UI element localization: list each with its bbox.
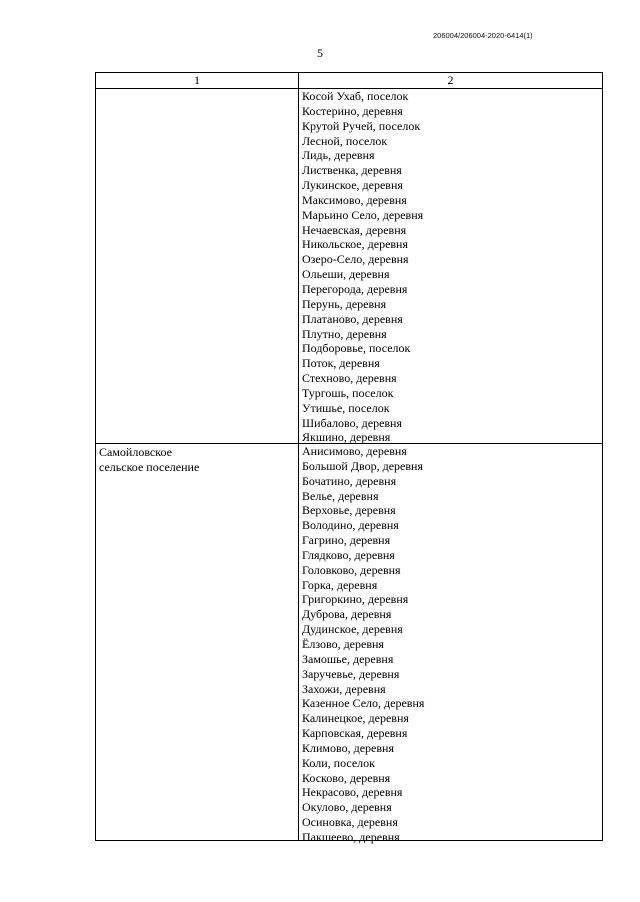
place-item: Лидь, деревня xyxy=(302,148,375,163)
place-item: Перунь, деревня xyxy=(302,296,387,311)
place-item: Поток, деревня xyxy=(302,356,380,371)
place-item: Пакшеево, деревня xyxy=(302,829,400,844)
place-item: Якшино, деревня xyxy=(302,430,391,445)
place-item: Лукинское, деревня xyxy=(302,178,403,193)
place-item: Дудинское, деревня xyxy=(302,622,403,637)
page-number: 5 xyxy=(317,46,323,60)
place-item: Карповская, деревня xyxy=(302,726,408,741)
place-item: Окулово, деревня xyxy=(302,800,392,815)
document-id: 206004/206004-2020-6414(1) xyxy=(433,31,533,40)
place-item: Косково, деревня xyxy=(302,770,391,785)
place-item: Подборовье, поселок xyxy=(302,341,411,356)
place-item: Бочатино, деревня xyxy=(302,473,397,488)
place-item: Шибалово, деревня xyxy=(302,415,403,430)
place-item: Осиновка, деревня xyxy=(302,815,398,830)
column-header-1: 1 xyxy=(194,73,200,87)
place-item: Дуброва, деревня xyxy=(302,607,392,622)
place-item: Лиственка, деревня xyxy=(302,163,402,178)
place-item: Стехново, деревня xyxy=(302,371,397,386)
places-list-1 xyxy=(302,89,423,445)
place-item: Калинецкое, деревня xyxy=(302,711,409,726)
place-item: Ёлзово, деревня xyxy=(302,636,384,651)
place-item: Ольеши, деревня xyxy=(302,267,390,282)
place-item: Нечаевская, деревня xyxy=(302,222,407,237)
column-header-2: 2 xyxy=(447,73,454,87)
place-item: Глядково, деревня xyxy=(302,547,395,562)
place-item: Максимово, деревня xyxy=(302,192,407,207)
place-item: Захожи, деревня xyxy=(302,681,386,696)
place-item: Горка, деревня xyxy=(302,577,378,592)
column-divider xyxy=(298,73,299,840)
place-item: Костерино, деревня xyxy=(302,103,403,118)
place-item: Озеро-Село, деревня xyxy=(302,252,409,267)
settlements-table xyxy=(95,72,603,844)
place-item: Плутно, деревня xyxy=(302,326,387,341)
place-item: Утишье, поселок xyxy=(302,400,390,415)
settlement-name xyxy=(99,445,199,475)
place-item: Тургошь, поселок xyxy=(302,385,394,400)
place-item: Заручевье, деревня xyxy=(302,666,400,681)
places-list-2 xyxy=(302,444,424,845)
place-item: Большой Двор, деревня xyxy=(302,458,423,473)
place-item: Платаново, деревня xyxy=(302,311,403,326)
place-item: Велье, деревня xyxy=(302,488,379,503)
place-item: Перегорода, деревня xyxy=(302,281,408,296)
place-item: Косой Ухаб, поселок xyxy=(302,89,409,103)
place-item: Некрасово, деревня xyxy=(302,785,403,800)
place-item: Крутой Ручей, поселок xyxy=(302,118,421,133)
settlement-name-line-2: сельское поселение xyxy=(99,460,200,474)
place-item: Верховье, деревня xyxy=(302,503,396,518)
place-item: Головково, деревня xyxy=(302,562,401,577)
place-item: Григоркино, деревня xyxy=(302,592,409,607)
place-item: Лесной, поселок xyxy=(302,133,388,148)
place-item: Гагрино, деревня xyxy=(302,533,391,548)
place-item: Коли, поселок xyxy=(302,755,375,770)
place-item: Климово, деревня xyxy=(302,740,394,755)
place-item: Замошье, деревня xyxy=(302,651,394,666)
place-item: Никольское, деревня xyxy=(302,237,408,252)
settlement-name-line-1: Самойловское xyxy=(99,445,172,459)
place-item: Володино, деревня xyxy=(302,518,399,533)
place-item: Марьино Село, деревня xyxy=(302,207,424,222)
place-item: Казенное Село, деревня xyxy=(302,696,425,711)
place-item: Анисимово, деревня xyxy=(302,444,407,458)
